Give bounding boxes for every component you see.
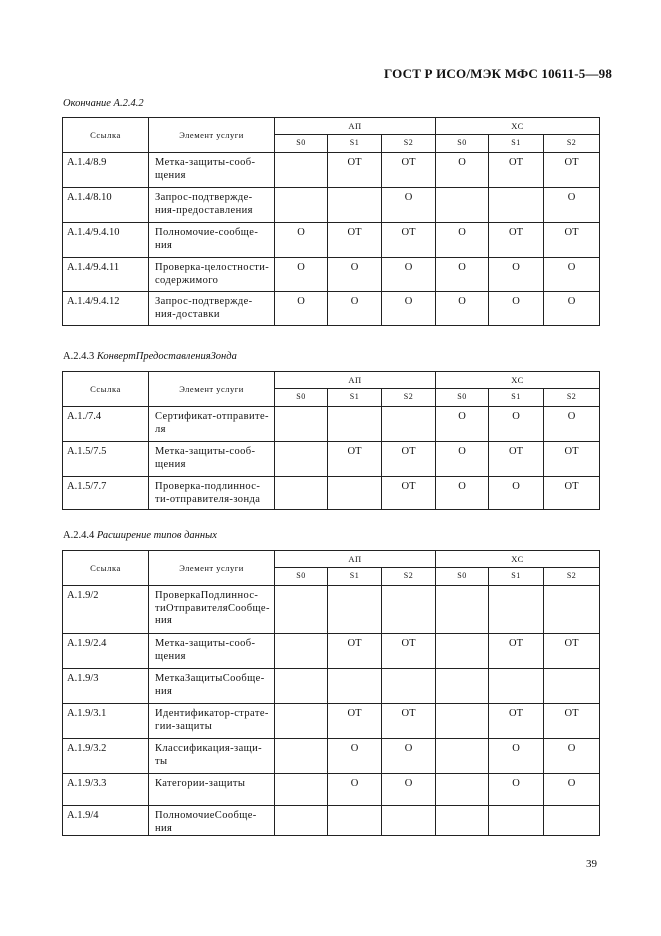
element-line: Запрос-подтвержде- (155, 296, 253, 307)
cell-value (275, 774, 328, 806)
cell-value (436, 586, 489, 634)
cell-element (149, 442, 275, 477)
cell-value (489, 188, 544, 223)
cell-ref: А.1.4/9.4.11 (63, 258, 149, 292)
table-row (63, 634, 600, 669)
cell-value: О (275, 258, 328, 292)
cell-value: ОТ (544, 477, 600, 510)
cell-value: О (489, 739, 544, 774)
table-row (63, 292, 600, 326)
cell-element (149, 258, 275, 292)
cell-value: О (544, 739, 600, 774)
column-header-level: S1 (489, 568, 544, 586)
cell-element (149, 586, 275, 634)
cell-ref: А.1.9/4 (63, 806, 149, 836)
section-caption (63, 98, 144, 109)
cell-value: ОТ (328, 442, 382, 477)
cell-value (544, 669, 600, 704)
section-title: Окончание А.2.4.2 (63, 98, 144, 109)
cell-value: ОТ (544, 634, 600, 669)
column-header-element: Элемент услуги (149, 551, 275, 586)
element-line: содержимого (155, 274, 219, 286)
cell-element (149, 477, 275, 510)
cell-value (275, 188, 328, 223)
cell-value: О (489, 477, 544, 510)
section-caption (63, 351, 237, 362)
cell-value (382, 669, 436, 704)
table-row (63, 407, 600, 442)
cell-value: О (489, 292, 544, 326)
cell-ref: А.1.9/3.2 (63, 739, 149, 774)
cell-value: О (328, 739, 382, 774)
header-row-groups (63, 372, 600, 389)
cell-value (275, 586, 328, 634)
column-header-ref: Ссылка (63, 118, 149, 153)
cell-ref: А.1.5/7.5 (63, 442, 149, 477)
column-header-level: S1 (328, 568, 382, 586)
cell-value: О (436, 292, 489, 326)
cell-value (275, 669, 328, 704)
section-number: А.2.4.4 (63, 530, 95, 541)
section-caption (63, 530, 217, 541)
section-number: А.2.4.3 (63, 351, 95, 362)
element-line: ПроверкаПодлиннос- (155, 590, 259, 601)
cell-value: ОТ (382, 704, 436, 739)
cell-value: ОТ (489, 223, 544, 258)
requirements-table (62, 117, 600, 326)
cell-value: ОТ (382, 477, 436, 510)
column-group-ap: АП (275, 372, 436, 389)
cell-element (149, 153, 275, 188)
cell-value (382, 806, 436, 836)
element-line: щения (155, 169, 186, 181)
cell-value: О (489, 774, 544, 806)
cell-value: О (382, 292, 436, 326)
cell-value: ОТ (489, 153, 544, 188)
requirements-table (62, 371, 600, 510)
document-header: ГОСТ Р ИСО/МЭК МФС 10611-5—98 (384, 66, 613, 81)
cell-value: ОТ (382, 223, 436, 258)
cell-value (328, 669, 382, 704)
column-header-level: S2 (382, 389, 436, 407)
cell-value: О (544, 188, 600, 223)
column-header-ref: Ссылка (63, 551, 149, 586)
element-line: тиОтправителяСообще- (155, 602, 270, 614)
column-group-xs: ХС (436, 551, 600, 568)
cell-value: ОТ (544, 223, 600, 258)
cell-value (436, 634, 489, 669)
cell-value (436, 669, 489, 704)
element-line: ПолномочиеСообще- (155, 810, 257, 821)
element-line: Категории-защиты (155, 778, 246, 789)
cell-value: О (328, 774, 382, 806)
element-line: Полномочие-сообще- (155, 227, 259, 238)
table-row (63, 704, 600, 739)
cell-value: О (382, 739, 436, 774)
cell-value (382, 407, 436, 442)
cell-value (275, 704, 328, 739)
element-line: ния (155, 615, 173, 626)
page-number: 39 (586, 858, 597, 870)
cell-value: О (544, 292, 600, 326)
cell-value: О (544, 407, 600, 442)
cell-value: ОТ (489, 704, 544, 739)
cell-value (328, 806, 382, 836)
column-header-level: S0 (436, 568, 489, 586)
cell-value (275, 739, 328, 774)
element-line: ния-предоставления (155, 204, 253, 216)
cell-value: О (436, 407, 489, 442)
cell-ref: А.1.9/3.1 (63, 704, 149, 739)
column-header-level: S2 (382, 568, 436, 586)
cell-value (436, 739, 489, 774)
requirements-table (62, 550, 600, 836)
cell-value: ОТ (328, 153, 382, 188)
column-header-level: S1 (328, 135, 382, 153)
element-line: Метка-защиты-сооб- (155, 638, 256, 649)
column-header-level: S0 (436, 135, 489, 153)
table-row (63, 477, 600, 510)
cell-value (382, 586, 436, 634)
element-line: Классификация-защи- (155, 743, 263, 754)
cell-value (544, 806, 600, 836)
element-line: ния (155, 239, 173, 251)
cell-value (436, 806, 489, 836)
section-title: КонвертПредоставленияЗонда (96, 351, 237, 362)
cell-element (149, 634, 275, 669)
cell-value: ОТ (382, 442, 436, 477)
cell-value: О (489, 407, 544, 442)
cell-value (436, 188, 489, 223)
cell-ref: А.1.5/7.7 (63, 477, 149, 510)
column-header-element: Элемент услуги (149, 118, 275, 153)
cell-value: ОТ (382, 634, 436, 669)
cell-element (149, 774, 275, 806)
element-line: щения (155, 458, 186, 470)
element-line: ния (155, 822, 173, 834)
column-header-level: S0 (436, 389, 489, 407)
cell-value: О (328, 258, 382, 292)
cell-value: ОТ (328, 634, 382, 669)
cell-value: О (489, 258, 544, 292)
cell-value (275, 442, 328, 477)
cell-value: ОТ (544, 704, 600, 739)
cell-value: О (382, 188, 436, 223)
cell-value: ОТ (328, 223, 382, 258)
table-row (63, 223, 600, 258)
element-line: ния-доставки (155, 308, 220, 320)
cell-value: О (275, 292, 328, 326)
section-title: Расширение типов данных (96, 530, 217, 541)
element-line: Идентификатор-страте- (155, 708, 269, 719)
cell-value: О (436, 442, 489, 477)
element-line: МеткаЗащитыСообще- (155, 673, 265, 684)
cell-value: О (275, 223, 328, 258)
column-group-ap: АП (275, 118, 436, 135)
cell-element (149, 739, 275, 774)
cell-ref: А.1.9/2 (63, 586, 149, 634)
element-line: Запрос-подтвержде- (155, 192, 253, 203)
column-header-level: S2 (544, 135, 600, 153)
cell-value: ОТ (328, 704, 382, 739)
element-line: Сертификат-отправите- (155, 411, 269, 422)
cell-value (275, 806, 328, 836)
element-line: ля (155, 423, 166, 435)
cell-value (275, 153, 328, 188)
column-header-ref: Ссылка (63, 372, 149, 407)
cell-ref: А.1.4/9.4.12 (63, 292, 149, 326)
cell-value (489, 806, 544, 836)
cell-value (328, 188, 382, 223)
cell-value: О (544, 258, 600, 292)
table-row (63, 739, 600, 774)
cell-value: ОТ (382, 153, 436, 188)
column-group-ap: АП (275, 551, 436, 568)
cell-ref: А.1.9/2.4 (63, 634, 149, 669)
cell-value: ОТ (489, 634, 544, 669)
column-header-level: S1 (328, 389, 382, 407)
column-header-level: S1 (489, 389, 544, 407)
table-row (63, 188, 600, 223)
cell-element (149, 407, 275, 442)
cell-value (544, 586, 600, 634)
cell-value (275, 407, 328, 442)
table-row (63, 153, 600, 188)
cell-value (436, 774, 489, 806)
column-header-level: S2 (544, 389, 600, 407)
column-header-level: S0 (275, 568, 328, 586)
element-line: Проверка-целостности- (155, 262, 270, 273)
cell-value: ОТ (489, 442, 544, 477)
column-header-level: S0 (275, 135, 328, 153)
cell-ref: А.1.4/8.10 (63, 188, 149, 223)
header-row-groups (63, 551, 600, 568)
column-header-element: Элемент услуги (149, 372, 275, 407)
cell-value: О (436, 258, 489, 292)
cell-ref: А.1.4/9.4.10 (63, 223, 149, 258)
cell-element (149, 704, 275, 739)
table-row (63, 586, 600, 634)
cell-element (149, 188, 275, 223)
column-header-level: S2 (382, 135, 436, 153)
element-line: Проверка-подлиннос- (155, 481, 261, 492)
element-line: Метка-защиты-сооб- (155, 446, 256, 457)
table-row (63, 806, 600, 836)
cell-element (149, 223, 275, 258)
cell-value (328, 407, 382, 442)
cell-value: О (436, 223, 489, 258)
cell-value: О (382, 774, 436, 806)
cell-value (328, 477, 382, 510)
cell-value (275, 477, 328, 510)
cell-ref: А.1.4/8.9 (63, 153, 149, 188)
cell-value (275, 634, 328, 669)
column-header-level: S1 (489, 135, 544, 153)
cell-value: О (328, 292, 382, 326)
element-line: гии-защиты (155, 720, 213, 732)
cell-ref: А.1.9/3.3 (63, 774, 149, 806)
cell-value (328, 586, 382, 634)
header-row-groups (63, 118, 600, 135)
cell-value: ОТ (544, 442, 600, 477)
element-line: щения (155, 650, 186, 662)
cell-value (436, 704, 489, 739)
cell-value: О (544, 774, 600, 806)
column-header-level: S0 (275, 389, 328, 407)
cell-value: О (436, 477, 489, 510)
cell-value: О (382, 258, 436, 292)
cell-value (489, 586, 544, 634)
cell-element (149, 292, 275, 326)
element-line: ния (155, 685, 173, 697)
cell-value (489, 669, 544, 704)
cell-value: О (436, 153, 489, 188)
table-row (63, 669, 600, 704)
table-row (63, 258, 600, 292)
element-line: ты (155, 755, 168, 767)
table-row (63, 774, 600, 806)
cell-element (149, 806, 275, 836)
element-line: ти-отправителя-зонда (155, 493, 261, 505)
cell-ref: А.1./7.4 (63, 407, 149, 442)
cell-element (149, 669, 275, 704)
column-group-xs: ХС (436, 118, 600, 135)
table-row (63, 442, 600, 477)
column-group-xs: ХС (436, 372, 600, 389)
element-line: Метка-защиты-сооб- (155, 157, 256, 168)
cell-ref: А.1.9/3 (63, 669, 149, 704)
cell-value: ОТ (544, 153, 600, 188)
column-header-level: S2 (544, 568, 600, 586)
